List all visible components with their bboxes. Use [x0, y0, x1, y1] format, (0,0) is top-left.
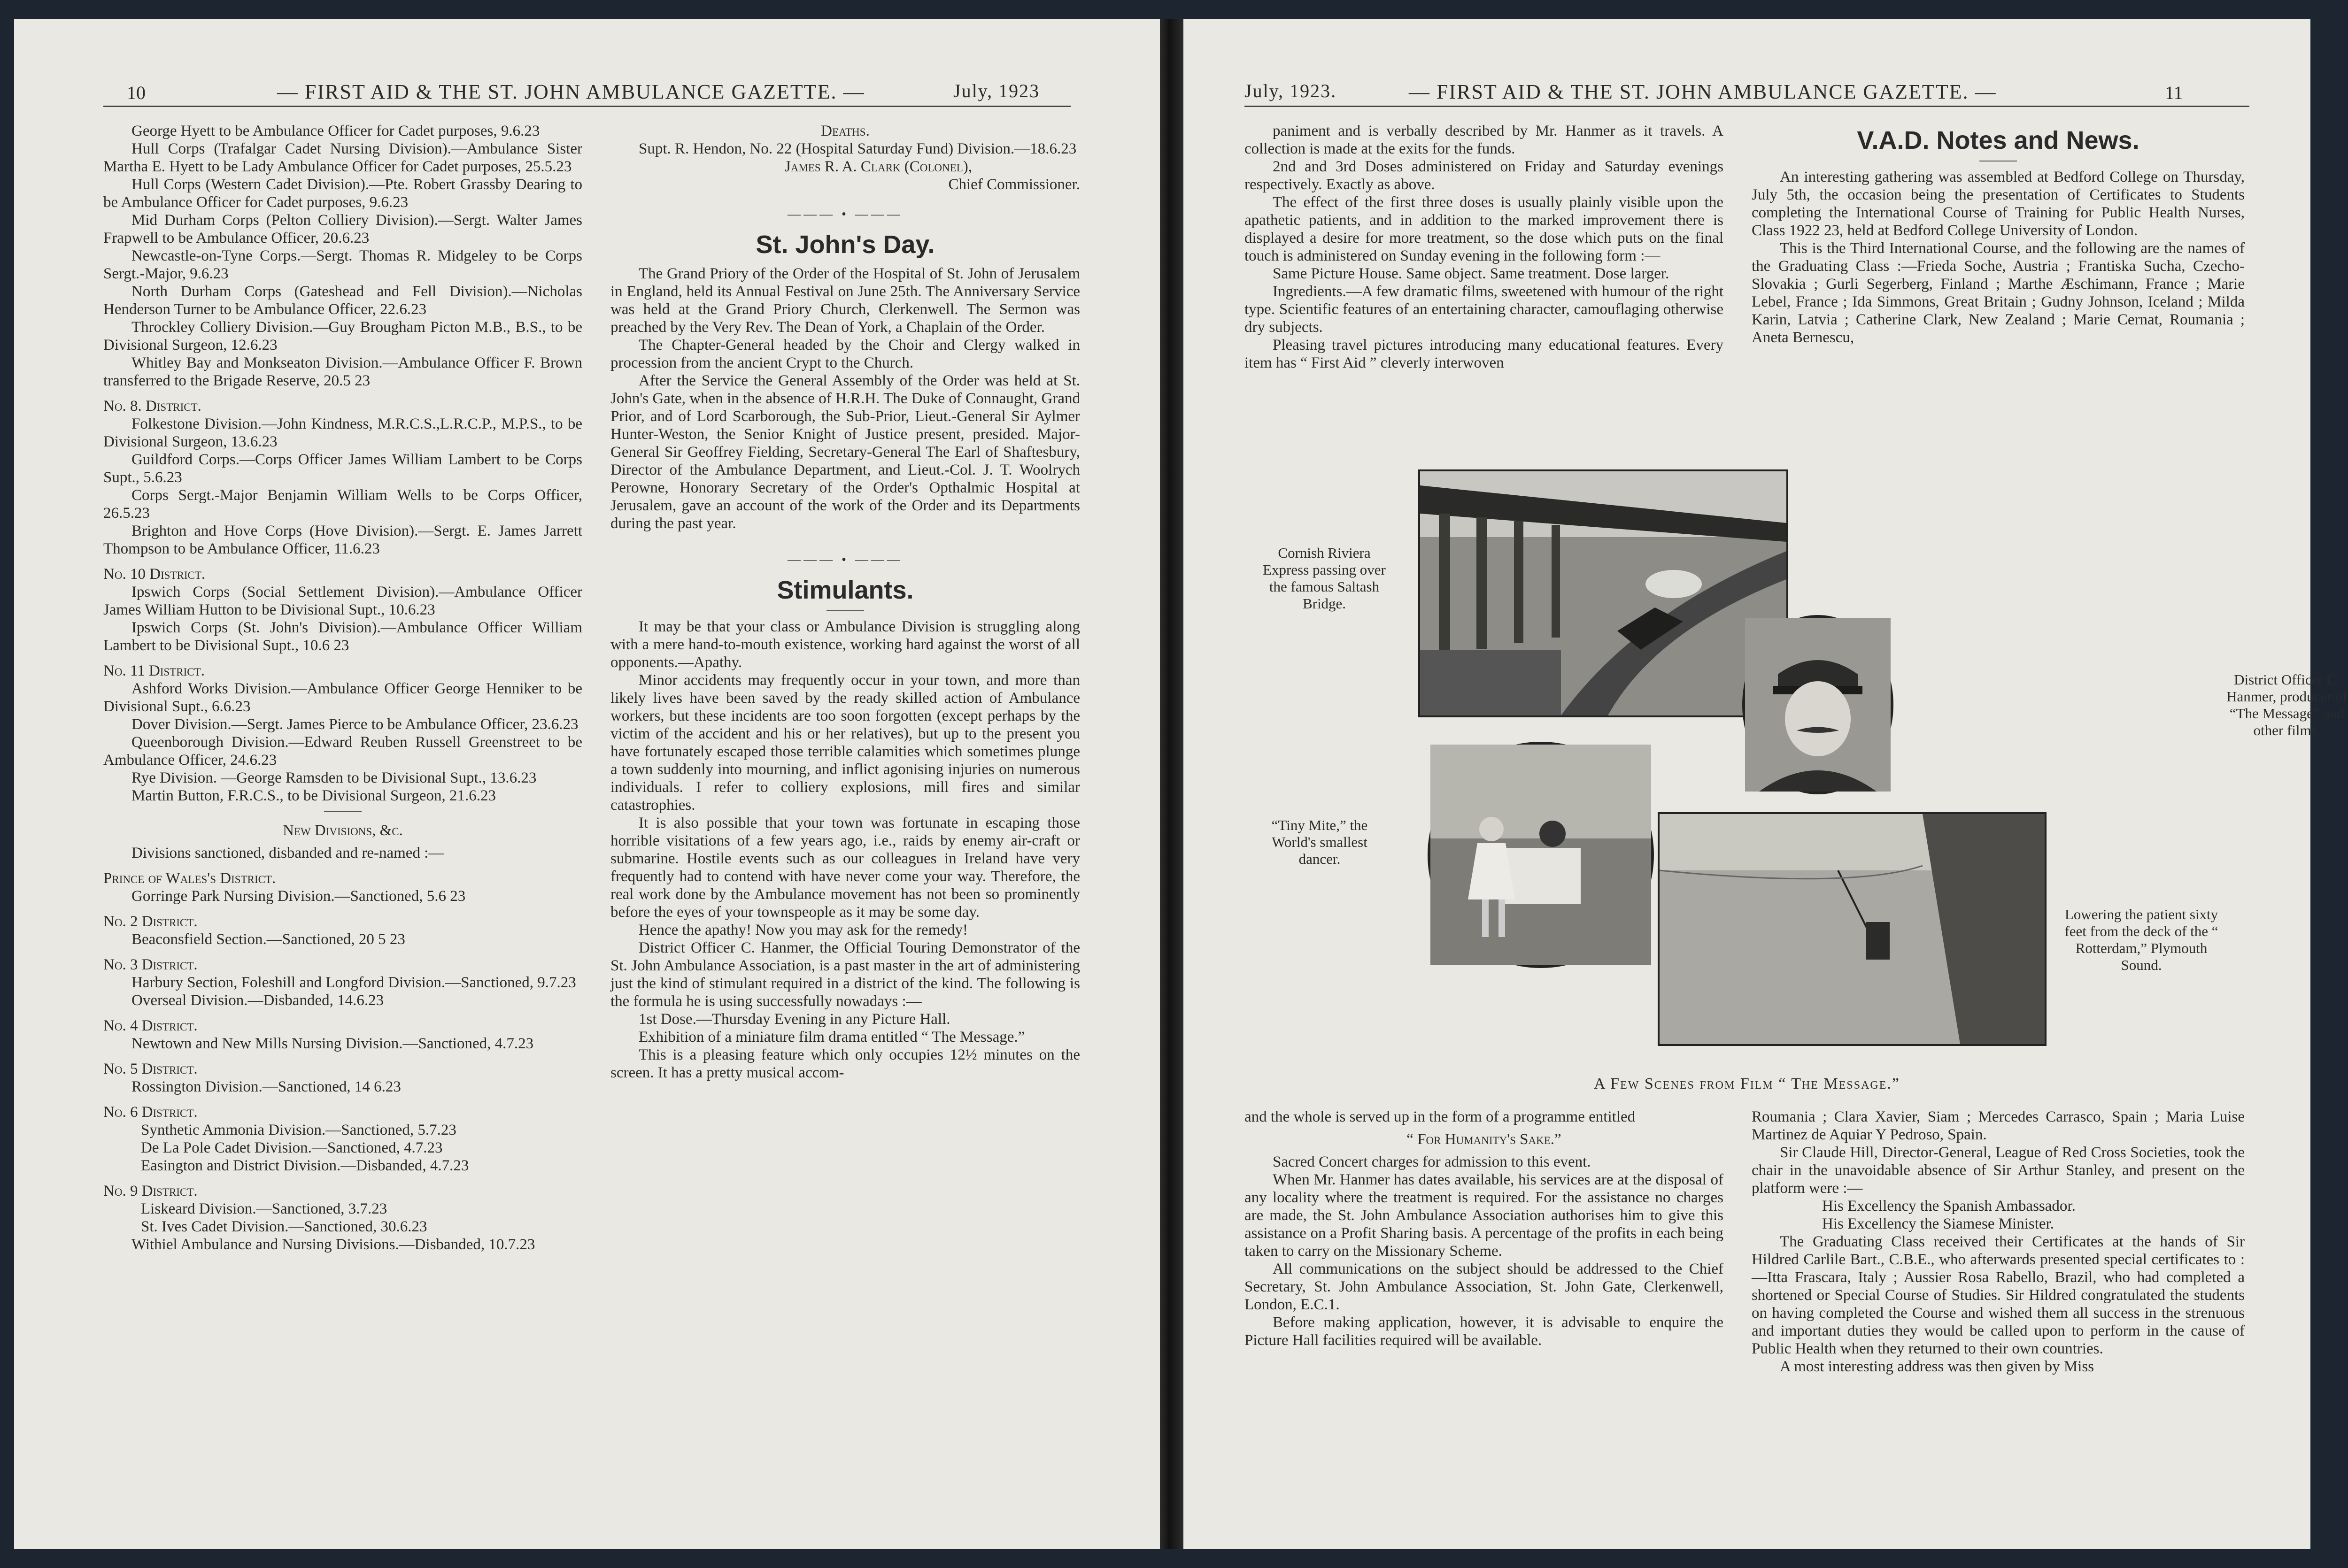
deaths-heading: Deaths. [821, 123, 870, 139]
issue-date: July, 1923 [953, 80, 1040, 101]
district-heading: No. 5 District. [103, 1061, 198, 1077]
officer-caption: District Officer C. Hanmer, producer of “The Message” and other films. [2226, 671, 2348, 738]
paragraph: District Officer C. Hanmer, the Official Touring Demonstrator of the St. John Ambulance Association, is a past master in the art of administering just the kind of stimulant required in a district of the kind. The following is the formula he is using successfully nowadays :— [610, 939, 1080, 1010]
district-heading: Prince of Wales's District. [103, 870, 276, 887]
list-entry: St. Ives Cadet Division.—Sanctioned, 30.6.23 [141, 1218, 427, 1235]
right-running-header [1183, 69, 2310, 107]
appointments-column [103, 122, 582, 1253]
signature-name: James R. A. Clark (Colonel), [784, 158, 972, 175]
portrait-picture [1745, 618, 1891, 792]
district-heading: No. 8. District. [103, 398, 201, 415]
paragraph: Hence the apathy! Now you may ask for the remedy! [639, 922, 968, 938]
page-number: 11 [2165, 82, 2183, 103]
deaths-text: Supt. R. Hendon, No. 22 (Hospital Saturday Fund) Division.—18.6.23 [639, 140, 1077, 157]
list-entry: His Excellency the Siamese Minister. [1822, 1215, 2054, 1232]
header-rule [1244, 106, 2249, 107]
list-entry: Liskeard Division.—Sanctioned, 3.7.23 [141, 1200, 387, 1217]
district-heading: No. 10 District. [103, 566, 206, 583]
paragraph: Hull Corps (Western Cadet Division).—Pte. Robert Grassby Dearing to be Ambulance Officer for Cadet purposes, 9.6.23 [103, 176, 582, 211]
paragraph: All communications on the subject should be addressed to the Chief Secretary, St. John Ambulance Association, St. John Gate, Clerkenwell, London, E.C.1. [1244, 1261, 1723, 1313]
journal-title: — FIRST AID & THE ST. JOHN AMBULANCE GAZETTE. — [1409, 80, 1997, 103]
paragraph: Ipswich Corps (St. John's Division).—Ambulance Officer William Lambert to be Divisional Supt., 10.6 23 [103, 619, 582, 654]
paragraph: Sir Claude Hill, Director-General, League of Red Cross Societies, took the chair in the unavoidable absence of Sir Arthur Stanley, and present on the platform were :— [1752, 1144, 2245, 1197]
paragraph: This is the Third International Course, and the following are the names of the Graduating Class :—Frieda Soche, Austria ; Frantiska Sucha, Czecho-Slovakia ; Gurli Segerberg, Finland ; Marthe Æschimann, France ; Marie Lebel, France ; Ida Simmons, Great Britain ; Gudny Johnson, Iceland ; Milda Karin, Latvia ; Catherine Clark, New Zealand ; Marie Cernat, Roumania ; Aneta Bernescu, [1752, 240, 2245, 346]
ship-picture [1660, 814, 2045, 1044]
paragraph: North Durham Corps (Gateshead and Fell Division).—Nicholas Henderson Turner to be Ambulance Officer, 22.6.23 [103, 283, 582, 318]
paragraph: When Mr. Hanmer has dates available, his services are at the disposal of any locality where the treatment is required. For the assistance no charges are made, the St. John Ambulance Association authorises him to give this assistance on a Profit Sharing basis. A percentage of the profits in each being taken to carry on the Missionary Scheme. [1244, 1171, 1723, 1260]
left-running-header [14, 69, 1160, 107]
vad-column [1752, 122, 2245, 346]
page-number: 10 [127, 82, 146, 103]
paragraph: A most interesting address was then given by Miss [1780, 1358, 2094, 1375]
paragraph: 1st Dose.—Thursday Evening in any Picture Hall. [639, 1011, 950, 1028]
dancer-picture [1430, 745, 1651, 965]
paragraph: Ashford Works Division.—Ambulance Officer George Henniker to be Divisional Supt., 6.6.23 [103, 680, 582, 715]
paragraph: The Grand Priory of the Order of the Hospital of St. John of Jerusalem in England, held its Annual Festival on June 25th. The Anniversary Service was held at the Grand Priory Church, Clerkenwell. The Sermon was preached by the Very Rev. The Dean of York, a Chaplain of the Order. [610, 265, 1080, 336]
district-heading: No. 4 District. [103, 1017, 198, 1034]
paragraph: This is a pleasing feature which only occupies 12½ minutes on the screen. It has a pretty musical accom- [610, 1046, 1080, 1081]
paragraph: Throckley Colliery Division.—Guy Brougham Picton M.B., B.S., to be Divisional Surgeon, 12.6.23 [103, 319, 582, 354]
figure-caption: A Few Scenes from Film “ The Message.” [1594, 1075, 1900, 1092]
paragraph: paniment and is verbally described by Mr. Hanmer as it travels. A collection is made at the exits for the funds. [1244, 123, 1723, 157]
vad-title: V.A.D. Notes and News. [1857, 126, 2139, 154]
right-page [1183, 19, 2348, 1549]
list-entry: Easington and District Division.—Disbanded, 4.7.23 [141, 1157, 469, 1174]
paragraph: Ingredients.—A few dramatic films, sweetened with humour of the right type. Scientific features of an entertaining character, camouflaging otherwise dry subjects. [1244, 283, 1723, 336]
bridge-caption: Cornish Riviera Express passing over the famous Saltash Bridge. [1263, 545, 1386, 612]
stimulants-body [610, 618, 1080, 1082]
paragraph: and the whole is served up in the form of a programme entitled [1244, 1108, 1636, 1125]
stimulants-title: Stimulants. [777, 576, 914, 604]
paragraph: Pleasing travel pictures introducing many educational features. Every item has “ First Aid ” cleverly interwoven [1244, 337, 1723, 371]
middle-column [610, 122, 1080, 1082]
paragraph: It may be that your class or Ambulance Division is struggling along with a mere hand-to-mouth existence, working hard against the worst of all opponents.—Apathy. [610, 618, 1080, 671]
ship-lowering-photo [1658, 812, 2047, 1046]
hanmer-portrait [1742, 615, 1893, 794]
paragraph: Hull Corps (Trafalgar Cadet Nursing Division).—Ambulance Sister Martha E. Hyett to be Lady Ambulance Officer for Cadet purposes, 25.5.23 [103, 140, 582, 175]
paragraph: Harbury Section, Foleshill and Longford Division.—Sanctioned, 9.7.23 [131, 974, 576, 991]
journal-title: — FIRST AID & THE ST. JOHN AMBULANCE GAZETTE. — [277, 80, 865, 103]
film-scenes-collage [1263, 469, 2348, 1092]
paragraph: Queenborough Division.—Edward Reuben Russell Greenstreet to be Ambulance Officer, 24.6.23 [103, 734, 582, 769]
paragraph: Martin Button, F.R.C.S., to be Divisional Surgeon, 21.6.23 [131, 787, 496, 804]
paragraph: Gorringe Park Nursing Division.—Sanctioned, 5.6 23 [131, 888, 466, 905]
paragraph: Roumania ; Clara Xavier, Siam ; Mercedes Carrasco, Spain ; Maria Luise Martinez de Aquiar Y Pedroso, Spain. [1752, 1108, 2245, 1143]
district-heading: No. 2 District. [103, 913, 198, 930]
ornament-divider: ——— • ——— [788, 553, 903, 567]
paragraph: Sacred Concert charges for admission to this event. [1273, 1153, 1591, 1170]
paragraph: The effect of the first three doses is usually plainly visible upon the apathetic patients, and in addition to the marked improvement there is displayed a desire for more treatment, so the dose which puts on the final touch is administered on Sunday evening in the following form :— [1244, 194, 1723, 264]
paragraph: Before making application, however, it is advisable to enquire the Picture Hall facilities required will be available. [1244, 1314, 1723, 1349]
left-page [14, 19, 1160, 1549]
saltash-bridge-photo [1418, 469, 1788, 717]
ornament-divider: ——— • ——— [788, 207, 903, 222]
paragraph: Corps Sergt.-Major Benjamin William Wells to be Corps Officer, 26.5.23 [103, 487, 582, 522]
paragraph: Guildford Corps.—Corps Officer James William Lambert to be Corps Supt., 5.6.23 [103, 451, 582, 486]
binding-gutter [1160, 19, 1183, 1549]
list-entry: His Excellency the Spanish Ambassador. [1822, 1198, 2076, 1214]
paragraph: An interesting gathering was assembled at Bedford College on Thursday, July 5th, the occasion being the presentation of Certificates to Students completing the International Course of Training for Public Health Nurses, Class 1922 23, held at Bedford College University of London. [1752, 169, 2245, 239]
header-rule [103, 106, 1071, 107]
paragraph: Brighton and Hove Corps (Hove Division).—Sergt. E. James Jarrett Thompson to be Ambulance Officer, 11.6.23 [103, 523, 582, 557]
list-entry: Synthetic Ammonia Division.—Sanctioned, 5.7.23 [141, 1122, 456, 1138]
vad-body [1752, 168, 2245, 346]
paragraph: George Hyett to be Ambulance Officer for Cadet purposes, 9.6.23 [131, 123, 540, 139]
film-article-column [1244, 122, 1723, 372]
district-heading: No. 9 District. [103, 1183, 198, 1199]
film-article-continued [1244, 1108, 1723, 1349]
title-rule [826, 610, 864, 611]
paragraph: The Graduating Class received their Certificates at the hands of Sir Hildred Carlile Bart., C.B.E., who afterwards presented special certificates to :—Itta Frascara, Italy ; Aussier Rosa Rabello, Brazil, who had completed a shortened or Special Course of Studies. Sir Hildred congratulated the students on having completed the Course and wished them all success in the strenuous and important duties they would be called upon to perform in the cause of Public Health when they returned to their own countries. [1752, 1233, 2245, 1357]
paragraph: 2nd and 3rd Doses administered on Friday and Saturday evenings respectively. Exactly as above. [1244, 158, 1723, 193]
paragraph: Minor accidents may frequently occur in your town, and more than likely lives have been saved by the ready skilled action of Ambulance workers, but these incidents are too soon forgotten (except perhaps by the victim of the accident and his or her relatives), but up to the present you have fortunately escaped those terrible calamities which sometimes plunge a town suddenly into mourning, and inflict agonising injuries on numerous individuals. I refer to colliery explosions, mill fires and similar catastrophies. [610, 672, 1080, 814]
paragraph: Ipswich Corps (Social Settlement Division).—Ambulance Officer James William Hutton to be Divisional Supt., 10.6.23 [103, 584, 582, 618]
paragraph: Newtown and New Mills Nursing Division.—Sanctioned, 4.7.23 [131, 1035, 534, 1052]
lowering-caption: Lowering the patient sixty feet from the deck of the “ Rotterdam,” Plymouth Sound. [2064, 906, 2218, 973]
dancer-caption: “Tiny Mite,” the World's smallest dancer. [1271, 817, 1368, 867]
issue-date: July, 1923. [1244, 80, 1337, 101]
stjohns-day-body [610, 265, 1080, 532]
paragraph: Dover Division.—Sergt. James Pierce to be Ambulance Officer, 23.6.23 [131, 716, 579, 733]
paragraph: Exhibition of a miniature film drama entitled “ The Message.” [639, 1029, 1025, 1045]
paragraph: Rye Division. —George Ramsden to be Divisional Supt., 13.6.23 [131, 769, 537, 786]
paragraph: It is also possible that your town was fortunate in escaping those horrible visitations of a few years ago, i.e., raids by enemy air-craft or submarine. Hostile events such as our colleagues in Ireland have very frequently had to contend with have never come your way. Therefore, the real work done by the Ambulance movement has not been so prominently before the eyes of your townspeople as it may be some day. [610, 815, 1080, 921]
district-heading: No. 11 District. [103, 662, 205, 679]
paragraph: Folkestone Division.—John Kindness, M.R.C.S.,L.R.C.P., M.P.S., to be Divisional Surgeon, 13.6.23 [103, 415, 582, 450]
list-entry: De La Pole Cadet Division.—Sanctioned, 4.7.23 [141, 1139, 443, 1156]
paragraph: Overseal Division.—Disbanded, 14.6.23 [131, 992, 384, 1009]
stjohns-day-title: St. John's Day. [756, 231, 935, 259]
vad-continued [1752, 1108, 2245, 1376]
district-heading: No. 3 District. [103, 956, 198, 973]
paragraph: Same Picture House. Same object. Same treatment. Dose larger. [1273, 265, 1669, 282]
paragraph: Divisions sanctioned, disbanded and re-named :— [131, 845, 444, 861]
paragraph: Beaconsfield Section.—Sanctioned, 20 5 23 [131, 931, 405, 948]
paragraph: Withiel Ambulance and Nursing Divisions.—Disbanded, 10.7.23 [131, 1236, 535, 1253]
paragraph: Whitley Bay and Monkseaton Division.—Ambulance Officer F. Brown transferred to the Brigade Reserve, 20.5 23 [103, 354, 582, 389]
signature-title: Chief Commissioner. [948, 176, 1080, 193]
bridge-picture [1420, 471, 1786, 715]
paragraph: The Chapter-General headed by the Choir and Clergy walked in procession from the ancient Crypt to the Church. [610, 337, 1080, 371]
district-heading: No. 6 District. [103, 1104, 198, 1121]
section-rule [324, 811, 362, 812]
programme-title: “ For Humanity's Sake.” [1406, 1131, 1561, 1148]
paragraph: Mid Durham Corps (Pelton Colliery Division).—Sergt. Walter James Frapwell to be Ambulance Officer, 20.6.23 [103, 212, 582, 246]
section-heading: New Divisions, &c. [283, 822, 403, 839]
paragraph: Newcastle-on-Tyne Corps.—Sergt. Thomas R. Midgeley to be Corps Sergt.-Major, 9.6.23 [103, 247, 582, 282]
dancer-photo [1428, 742, 1654, 968]
paragraph: Rossington Division.—Sanctioned, 14 6.23 [131, 1078, 401, 1095]
paragraph: After the Service the General Assembly of the Order was held at St. John's Gate, when in the absence of H.R.H. The Duke of Connaught, Grand Prior, and of Lord Scarborough, the Sub-Prior, Lieut.-General Sir Aylmer Hunter-Weston, the Senior Knight of Justice present, presided. Major-General Sir Geoffrey Fielding, Secretary-General The Earl of Shaftesbury, Director of the Ambulance Department, and Lieut.-Col. J. T. Woolrych Perowne, Honorary Secretary of the Order's Opthalmic Hospital at Jerusalem, gave an account of the work of the Order and its Departments during the past year. [610, 372, 1080, 532]
